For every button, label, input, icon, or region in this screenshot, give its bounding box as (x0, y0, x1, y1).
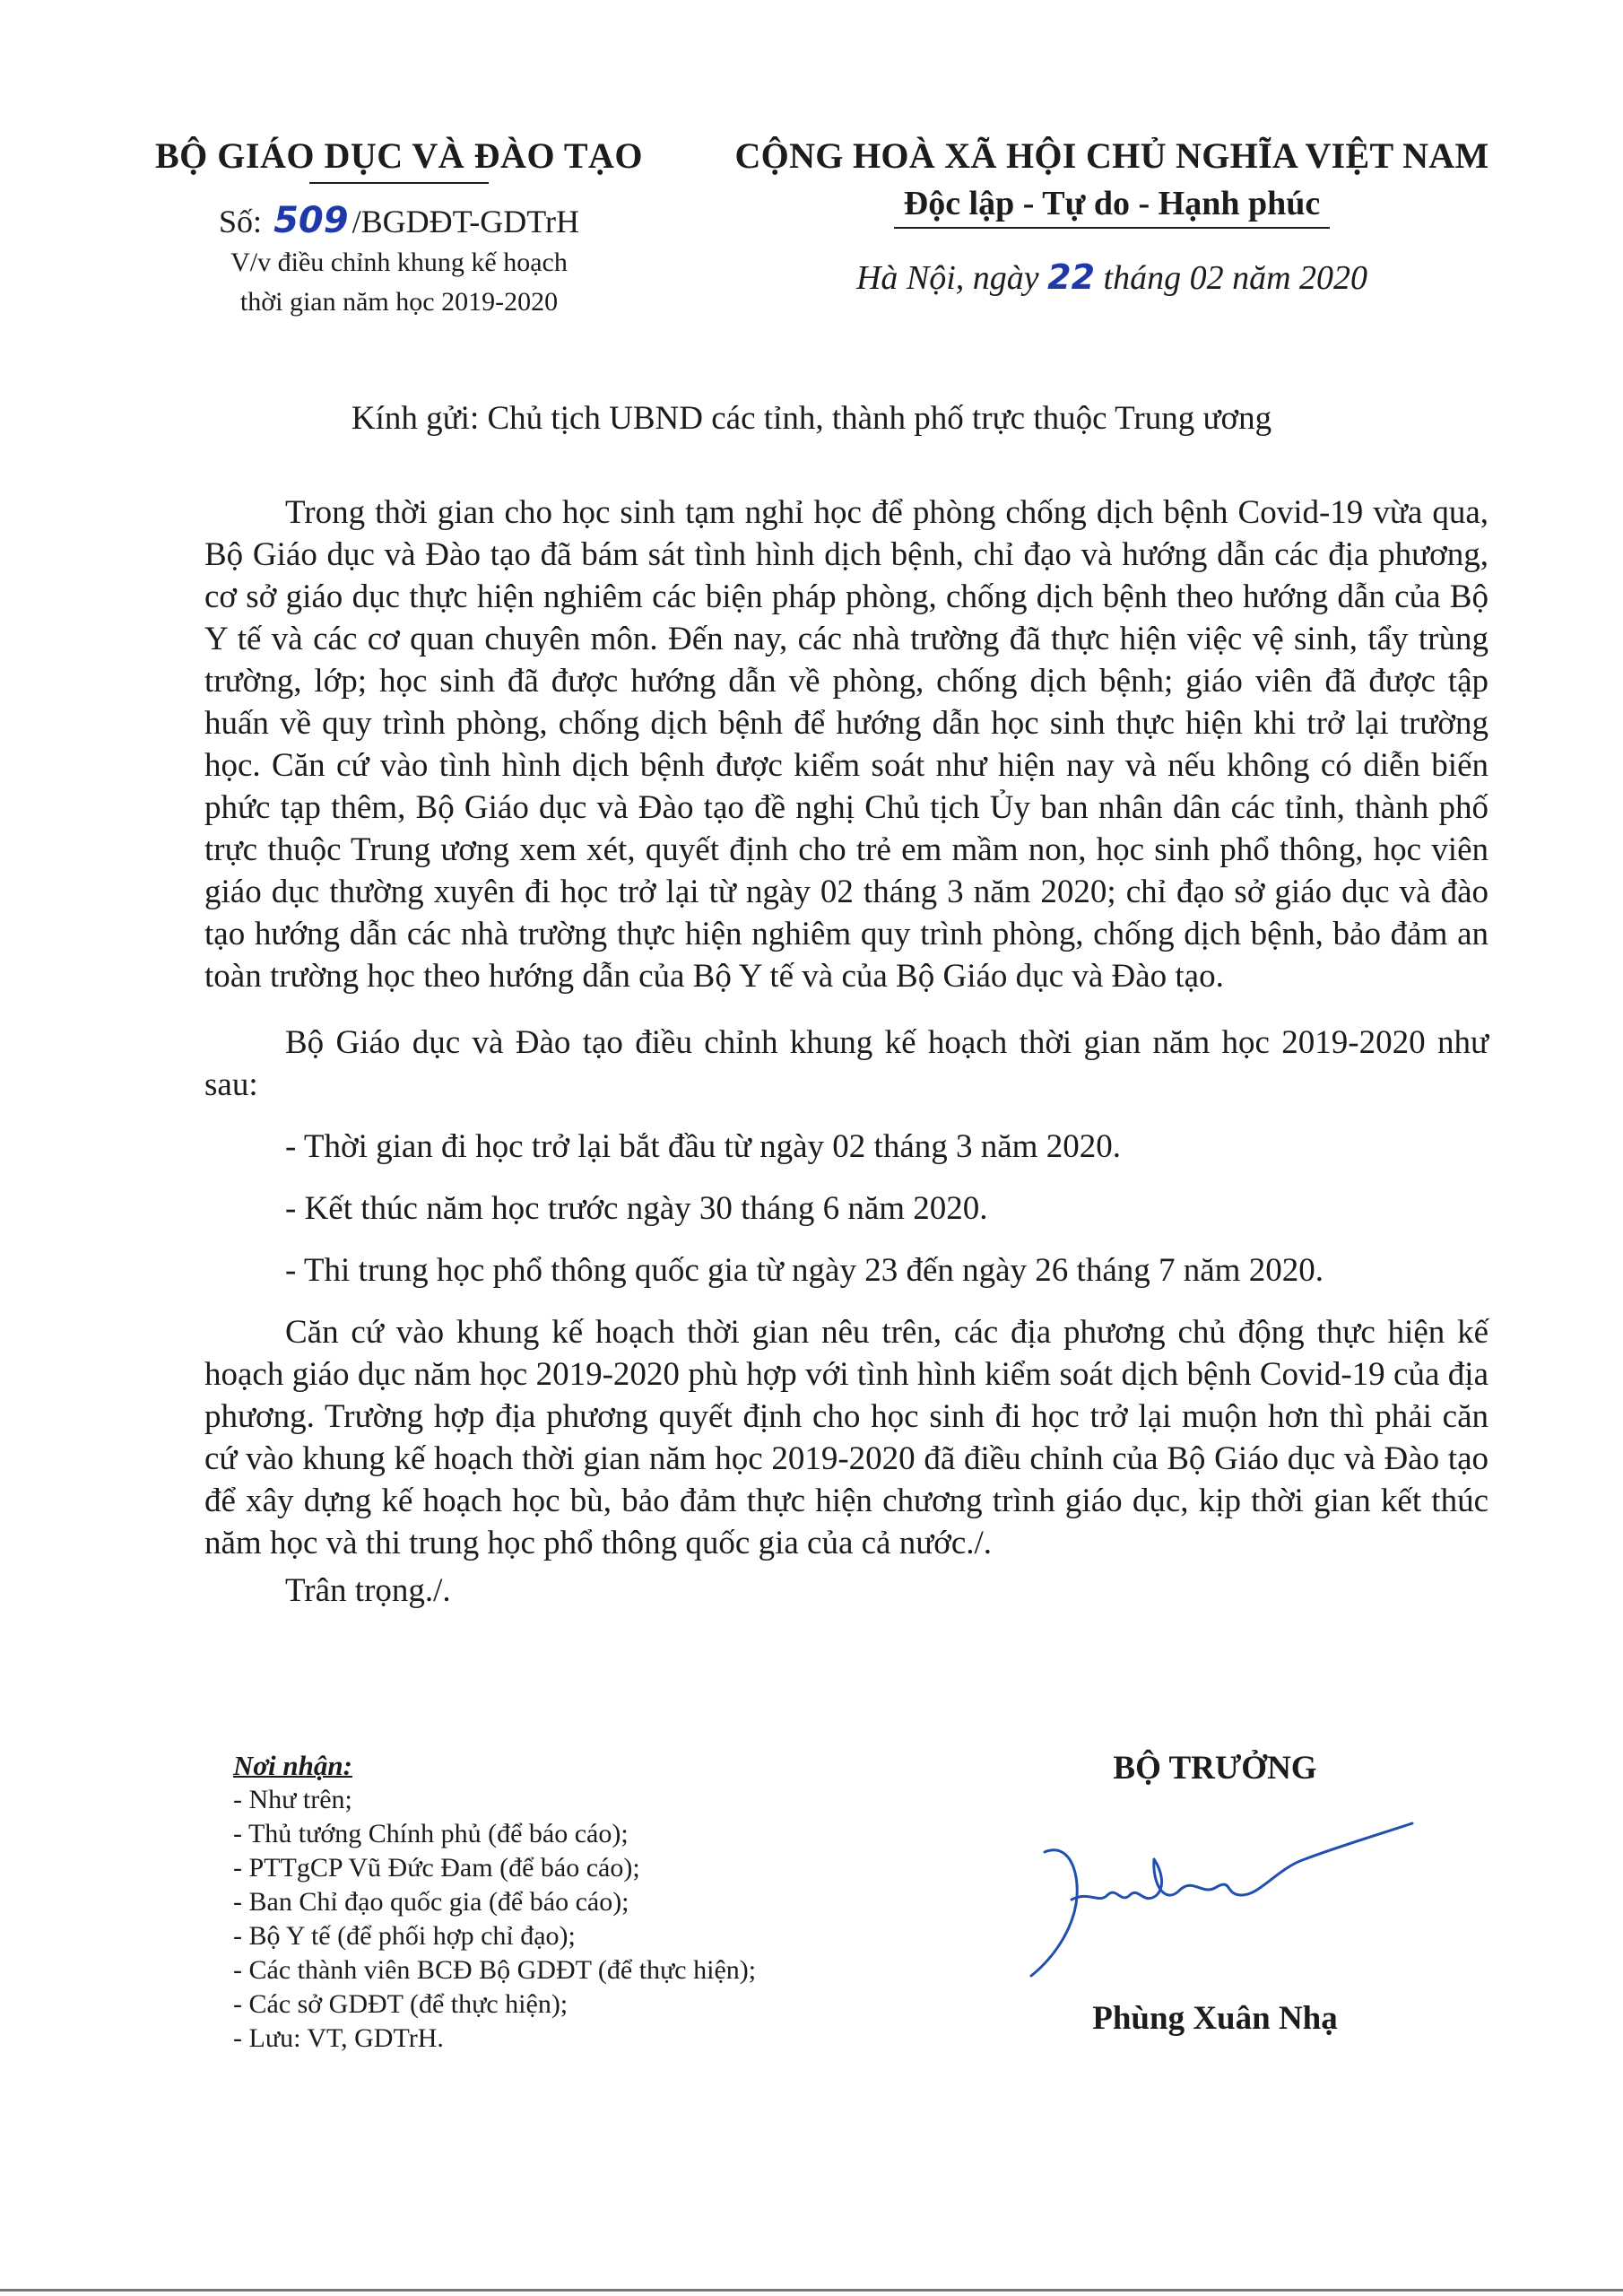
ministry-name: BỘ GIÁO DỤC VÀ ĐÀO TẠO (154, 135, 644, 176)
signer-name: Phùng Xuân Nhạ (1092, 2000, 1338, 2037)
nation-name: CỘNG HOÀ XÃ HỘI CHỦ NGHĨA VIỆT NAM (734, 135, 1489, 176)
signature-stroke (1031, 1823, 1412, 1976)
recipient-item: - Bộ Y tế (để phối hợp chỉ đạo); (233, 1921, 576, 1951)
ministry-underline (309, 182, 489, 184)
date-suffix: tháng 02 năm 2020 (1103, 259, 1368, 297)
page-bottom-edge (0, 2289, 1623, 2292)
body-paragraph-3: Căn cứ vào khung kế hoạch thời gian nêu trên, các địa phương chủ động thực hiện kế hoạch giáo dục năm học 2019-2020 phù hợp với tình hình kiểm soát dịch bệnh Covid-19 của địa phương. Trường hợp địa phương quyết định cho học sinh đi học trở lại muộn hơn thì phải căn cứ vào khung kế hoạch thời gian năm học 2019-2020 đã điều chỉnh của Bộ Giáo dục và Đào tạo để xây dựng kế hoạch học bù, bảo đảm thực hiện chương trình giáo dục, kịp thời gian kết thúc năm học và thi trung học phổ thông quốc gia của cả nước./. (204, 1314, 1488, 1561)
subject-line-1: V/v điều chỉnh khung kế hoạch (230, 248, 568, 277)
date-day-handwritten: 22 (1047, 257, 1096, 297)
signer-title: BỘ TRƯỞNG (1113, 1750, 1317, 1787)
recipients-title: Nơi nhận: (233, 1750, 352, 1781)
recipient-item: - Các sở GDĐT (để thực hiện); (233, 1989, 568, 2019)
handwritten-signature (1009, 1805, 1421, 1985)
recipient-item: - Ban Chỉ đạo quốc gia (để báo cáo); (233, 1887, 629, 1917)
place-date (681, 257, 1542, 298)
signature-block (1004, 1749, 1426, 2038)
doc-number-handwritten: 509 (273, 200, 349, 241)
national-motto: Độc lập - Tự do - Hạnh phúc (903, 185, 1321, 222)
doc-number-suffix: /BGDĐT-GDTrH (352, 204, 579, 239)
recipient-item: - Các thành viên BCĐ Bộ GDĐT (để thực hiện); (233, 1955, 757, 1985)
recipient-item: - Thủ tướng Chính phủ (để báo cáo); (233, 1819, 629, 1848)
motto-underline (894, 227, 1330, 229)
recipient-item: - Lưu: VT, GDTrH. (233, 2023, 444, 2053)
greeting-line: Kính gửi: Chủ tịch UBND các tỉnh, thành phố trực thuộc Trung ương (351, 400, 1272, 437)
recipient-item: - PTTgCP Vũ Đức Đam (để báo cáo); (233, 1853, 640, 1883)
schedule-item-1: - Thời gian đi học trở lại bắt đầu từ ngày 02 tháng 3 năm 2020. (285, 1128, 1121, 1165)
national-header (681, 135, 1542, 298)
document-number (126, 200, 673, 241)
closing-line: Trân trọng./. (285, 1572, 451, 1609)
recipients-block (233, 1749, 915, 2056)
recipient-item: - Như trên; (233, 1785, 352, 1814)
subject-line-2: thời gian năm học 2019-2020 (239, 287, 559, 317)
date-prefix: Hà Nội, ngày (855, 259, 1039, 297)
schedule-item-2: - Kết thúc năm học trước ngày 30 tháng 6 năm 2020. (285, 1190, 988, 1227)
body-paragraph-1: Trong thời gian cho học sinh tạm nghỉ học để phòng chống dịch bệnh Covid-19 vừa qua, Bộ Giáo dục và Đào tạo đã bám sát tình hình dịch bệnh, chỉ đạo và hướng dẫn các địa phương, cơ sở giáo dục thực hiện nghiêm các biện pháp phòng, chống dịch bệnh theo hướng dẫn của Bộ Y tế và các cơ quan chuyên môn. Đến nay, các nhà trường đã thực hiện việc vệ sinh, tẩy trùng trường, lớp; học sinh đã được hướng dẫn về phòng, chống dịch bệnh; giáo viên đã được tập huấn về quy trình phòng, chống dịch bệnh để hướng dẫn học sinh thực hiện khi trở lại trường học. Căn cứ vào tình hình dịch bệnh được kiểm soát như hiện nay và nếu không có diễn biến phức tạp thêm, Bộ Giáo dục và Đào tạo đề nghị Chủ tịch Ủy ban nhân dân các tỉnh, thành phố trực thuộc Trung ương xem xét, quyết định cho trẻ em mầm non, học sinh phổ thông, học viên giáo dục thường xuyên đi học trở lại từ ngày 02 tháng 3 năm 2020; chỉ đạo sở giáo dục và đào tạo hướng dẫn các nhà trường thực hiện nghiêm quy trình phòng, chống dịch bệnh, bảo đảm an toàn trường học theo hướng dẫn của Bộ Y tế và của Bộ Giáo dục và Đào tạo. (204, 494, 1488, 995)
letter-body (204, 491, 1488, 1612)
schedule-item-3: - Thi trung học phổ thông quốc gia từ ngày 23 đến ngày 26 tháng 7 năm 2020. (285, 1252, 1324, 1289)
issuer-block (126, 135, 673, 320)
doc-number-prefix: Số: (219, 204, 263, 239)
body-paragraph-2: Bộ Giáo dục và Đào tạo điều chỉnh khung kế hoạch thời gian năm học 2019-2020 như sau: (204, 1024, 1488, 1103)
